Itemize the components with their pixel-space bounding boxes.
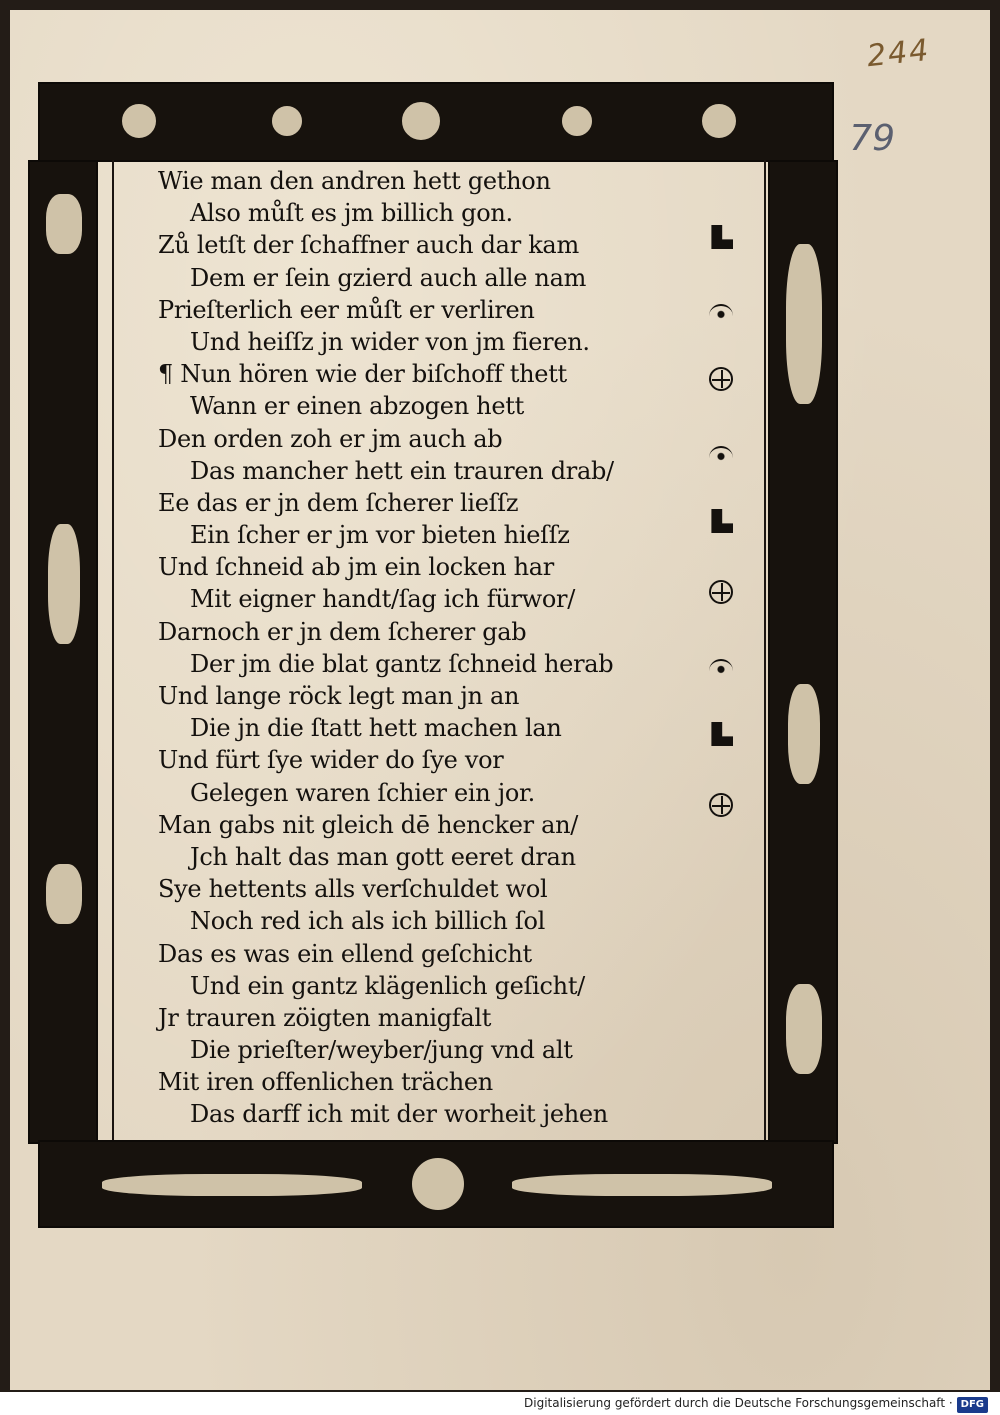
woodcut-border-top: [38, 82, 834, 162]
verse-line: Ee das er jn dem ſcherer lieſſz: [158, 488, 519, 517]
verse-line: Prieſterlich eer můſt er verliren: [158, 295, 535, 324]
verse-line: Und heiſſz jn wider von jm fieren.: [190, 327, 590, 356]
verse-lines: [158, 165, 684, 1131]
verse-line: Das mancher hett ein trauren drab/: [190, 456, 614, 485]
verse-line: Mit iren offenlichen trächen: [158, 1068, 493, 1097]
verse-line: Wie man den andren hett gethon: [158, 167, 551, 195]
verse-line: Und ein gantz klägenlich geſicht/: [190, 971, 585, 1000]
circle-cross-sign-icon: [705, 357, 741, 428]
circle-cross-sign-icon: [705, 570, 741, 641]
verse-text-block: [112, 160, 766, 1140]
bell-sign-icon: [705, 641, 741, 712]
woodcut-border-bottom: [38, 1140, 834, 1228]
verse-line: Gelegen waren ſchier ein jor.: [190, 778, 535, 807]
verse-line: Der jm die blat gantz ſchneid herab: [190, 649, 614, 678]
margin-sign-column: [705, 215, 741, 854]
verse-line: Darnoch er jn dem ſcherer gab: [158, 617, 527, 646]
folio-number: 79: [849, 118, 895, 159]
verse-line: Man gabs nit gleich dē hencker an/: [158, 810, 579, 839]
verse-line: Jr trauren zöigten manigfalt: [158, 1003, 492, 1032]
verse-line: Ein ſcher er jm vor bieten hieſſz: [190, 521, 570, 550]
verse-line: Und ſchneid ab jm ein locken har: [158, 553, 554, 582]
boot-sign-icon: [705, 712, 741, 783]
verse-line: Sye hettents alls verſchuldet wol: [158, 875, 548, 904]
verse-line: Wann er einen abzogen hett: [190, 392, 524, 421]
verse-line: Das darff ich mit der worheit jehen: [190, 1100, 608, 1129]
verse-line: Zů letſt der ſchaffner auch dar kam: [158, 231, 579, 260]
woodcut-border-frame: [28, 82, 834, 1224]
verse-line: Den orden zoh er jm auch ab: [158, 424, 503, 453]
credit-text: Digitalisierung gefördert durch die Deutsche Forschungsgemeinschaft ·: [524, 1396, 953, 1410]
bell-sign-icon: [705, 428, 741, 499]
verse-line: Die jn die ſtatt hett machen lan: [190, 714, 562, 743]
verse-line: Noch red ich als ich billich ſol: [190, 907, 545, 936]
boot-sign-icon: [705, 215, 741, 286]
verse-line: Also můſt es jm billich gon.: [190, 199, 513, 228]
boot-sign-icon: [705, 499, 741, 570]
woodcut-border-left: [28, 160, 98, 1144]
verse-line: ¶ Nun hören wie der biſchoff thett: [158, 360, 567, 389]
verse-line: Dem er ſein gzierd auch alle nam: [190, 263, 587, 292]
verse-line: Und fürt ſye wider do ſye vor: [158, 746, 504, 775]
verse-line: Die prieſter/weyber/jung vnd alt: [190, 1036, 573, 1065]
verse-line: Jch halt das man gott eeret dran: [190, 842, 576, 871]
verse-line: Und lange röck legt man jn an: [158, 682, 520, 710]
dfg-logo: DFG: [957, 1397, 988, 1413]
verse-line: Das es was ein ellend geſchicht: [158, 939, 532, 968]
woodcut-border-right: [768, 160, 838, 1144]
verse-line: Mit eigner handt/ſag ich fürwor/: [190, 585, 575, 614]
bell-sign-icon: [705, 286, 741, 357]
circle-cross-sign-icon: [705, 783, 741, 854]
manuscript-mark: 244: [865, 32, 932, 75]
page-paper: [10, 10, 990, 1390]
digitization-credit: [524, 1395, 988, 1411]
